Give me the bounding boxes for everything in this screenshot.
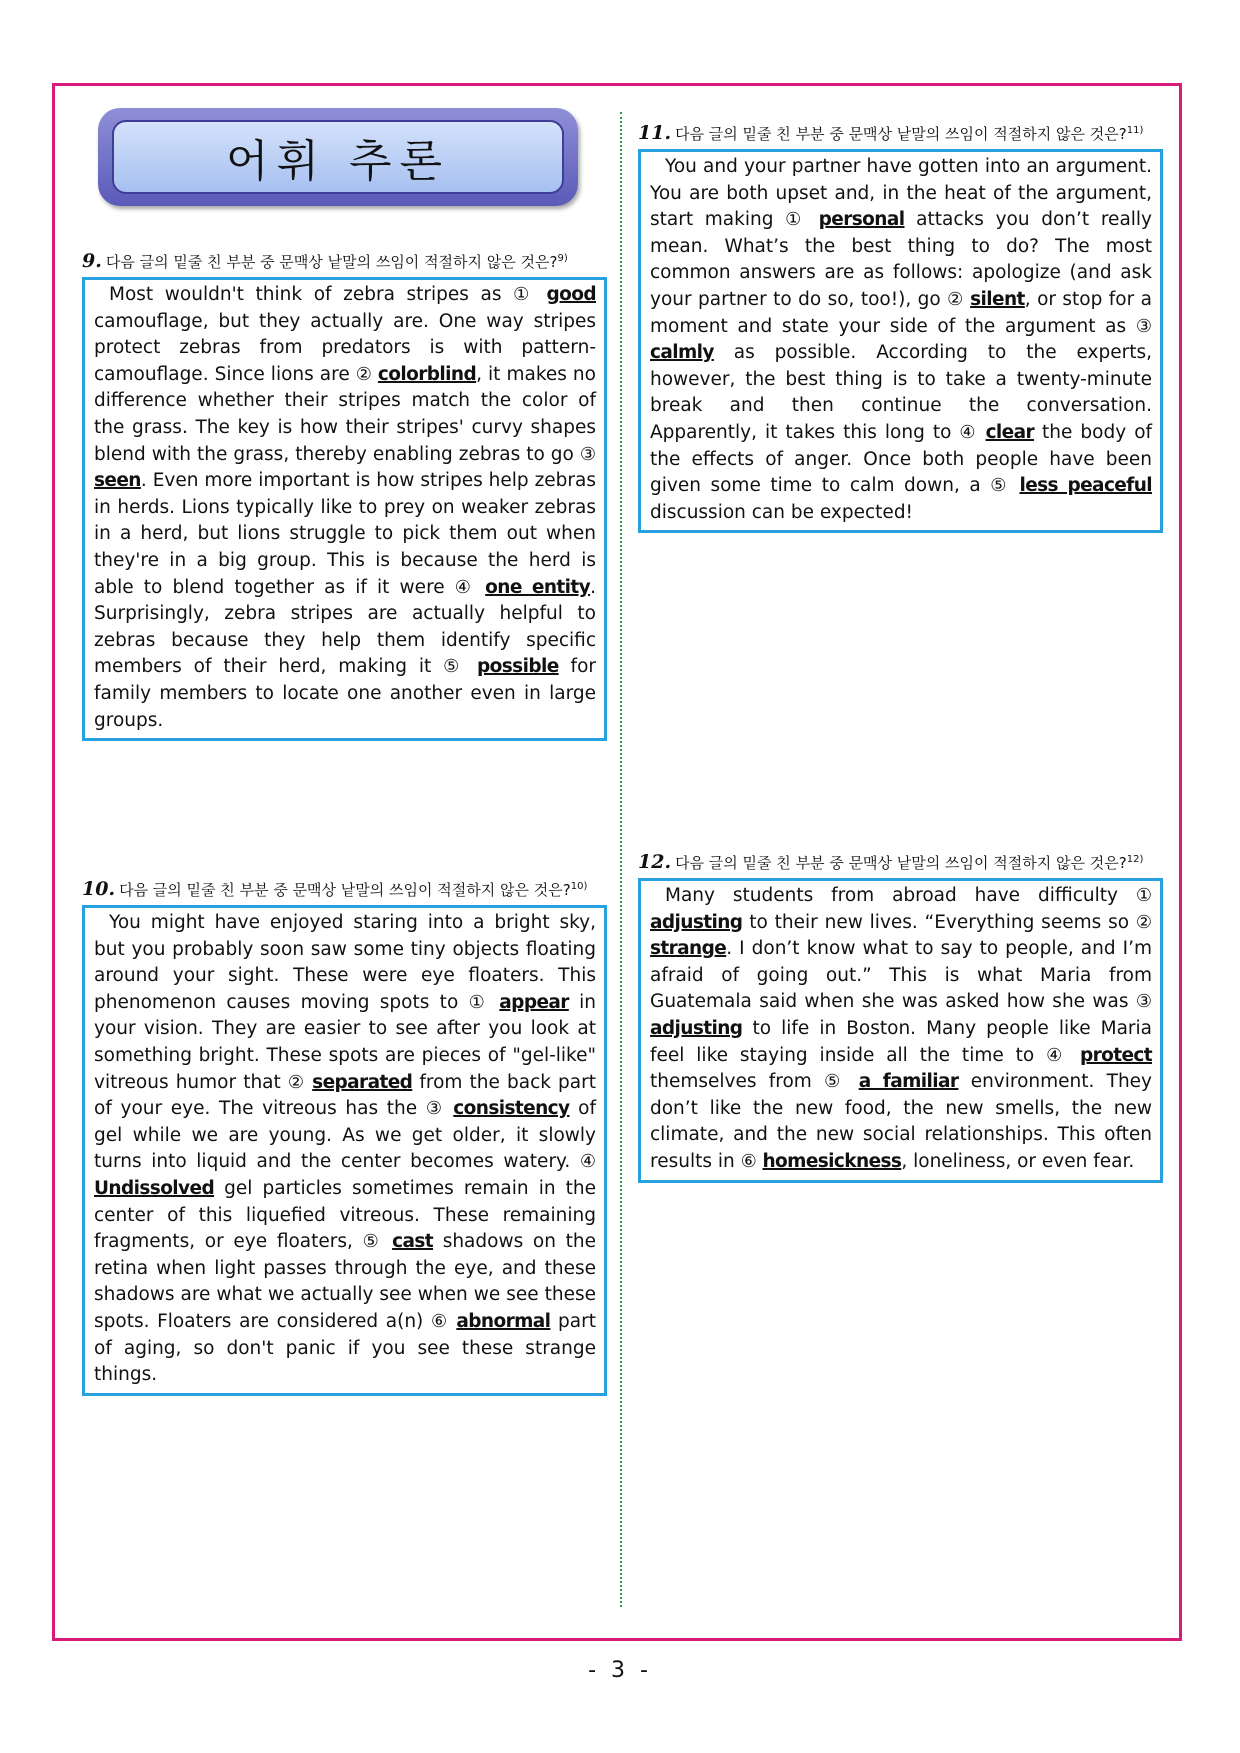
underlined-word: personal: [818, 209, 905, 231]
underlined-word: protect: [1079, 1044, 1153, 1066]
underlined-word: strange: [650, 938, 727, 960]
choice-number: ③: [579, 443, 596, 465]
passage-segment: . Even more important is how stripes help zebras in herds. Lions typically like to prey on weaker zebras in a herd, but lions struggle to pick them out when they're in a big group. This is because the herd is able to blend together as if it were: [94, 470, 596, 598]
underlined-word: one entity: [485, 576, 591, 598]
passage-segment: Many students from abroad have difficulty: [665, 885, 1136, 906]
choice-number: ②: [287, 1071, 313, 1093]
passage-segment: . I don’t know what to say to people, and I’m afraid of going out.” This is what Maria from Guatemala said when she was asked how she was: [650, 938, 1152, 1013]
question-11: [638, 120, 1163, 533]
passage-text: [650, 885, 1152, 1172]
underlined-word: separated: [312, 1071, 413, 1093]
passage-segment: shadows on the retina when light passes through the eye, and these shadows are what we actually see when we see these spots. Floaters are considered a(n): [94, 1231, 597, 1332]
passage-segment: You might have enjoyed staring into a bright sky, but you probably soon saw some tiny objects floating around your sight. These were eye floaters. This phenomenon causes moving spots to: [94, 912, 596, 1013]
section-title-banner: [98, 108, 578, 206]
underlined-word: calmly: [650, 342, 714, 364]
passage-segment: Most wouldn't think of zebra stripes as: [109, 284, 514, 305]
question-instruction: 다음 글의 밑줄 친 부분 중 문맥상 낱말의 쓰임이 적절하지 않은 것은?: [675, 854, 1127, 872]
passage-segment: gel particles sometimes remain in the center of this liquefied vitreous. These remaining fragments, or eye floaters,: [94, 1177, 596, 1253]
underlined-word: less peaceful: [1019, 475, 1153, 497]
choice-number: ②: [355, 363, 378, 385]
passage-box: [638, 149, 1163, 533]
underlined-word: abnormal: [456, 1310, 551, 1332]
question-header: [638, 120, 1163, 145]
choice-number: ③: [1135, 991, 1152, 1013]
choice-number: ③: [425, 1098, 454, 1120]
question-number: 11.: [638, 122, 672, 144]
question-number: 12.: [638, 851, 672, 873]
footnote-ref: 12): [1126, 854, 1144, 865]
passage-segment: environment. They don’t like the new food, the new smells, the new climate, and the new social relationships. This often results in: [650, 1071, 1153, 1172]
choice-number: ⑥: [430, 1310, 457, 1332]
passage-segment: themselves from: [650, 1071, 825, 1093]
question-header: [82, 248, 607, 273]
underlined-word: Undissolved: [94, 1177, 215, 1199]
passage-box: [82, 277, 607, 741]
passage-text: [94, 284, 596, 731]
choice-number: ⑤: [443, 656, 478, 678]
underlined-word: a familiar: [858, 1071, 959, 1093]
underlined-word: good: [546, 284, 596, 305]
choice-number: ④: [579, 1151, 596, 1173]
choice-number: ①: [468, 991, 500, 1013]
underlined-word: possible: [477, 656, 559, 678]
passage-segment: for family members to locate one another even in large groups.: [94, 656, 596, 731]
passage-segment: camouflage, but they actually are. One way stripes protect zebras from predators is with pattern-camouflage. Since lions are: [94, 310, 596, 385]
underlined-word: appear: [499, 991, 569, 1013]
underlined-word: homesickness: [762, 1150, 902, 1172]
choice-number: ⑤: [362, 1231, 393, 1253]
question-number: 9.: [82, 250, 102, 272]
choice-number: ①: [785, 209, 819, 231]
passage-segment: discussion can be expected!: [650, 501, 913, 523]
column-divider: [620, 112, 622, 1607]
question-instruction: 다음 글의 밑줄 친 부분 중 문맥상 낱말의 쓰임이 적절하지 않은 것은?: [675, 125, 1127, 143]
underlined-word: adjusting: [650, 1017, 743, 1039]
choice-number: ④: [1046, 1044, 1080, 1066]
underlined-word: clear: [985, 421, 1035, 443]
passage-segment: to life in Boston. Many people like Maria feel like staying inside all the time to: [650, 1017, 1152, 1066]
passage-segment: to their new lives. “Everything seems so: [742, 911, 1136, 933]
question-10: [82, 876, 607, 1396]
passage-text: [650, 156, 1152, 523]
passage-segment: from the back part of your eye. The vitreous has the: [94, 1071, 596, 1120]
passage-box: [638, 878, 1163, 1183]
page-number: - 3 -: [588, 1658, 652, 1683]
question-9: [82, 248, 607, 741]
choice-number: ④: [454, 576, 486, 598]
choice-number: ⑤: [990, 475, 1020, 497]
section-title-inner: [112, 120, 564, 194]
passage-segment: the body of the effects of anger. Once both people have been given some time to calm down, a: [650, 421, 1153, 497]
footnote-ref: 11): [1126, 125, 1144, 136]
footnote-ref: 10): [570, 881, 588, 892]
passage-segment: as possible. According to the experts, however, the best thing is to take a twenty-minute break and then continue the conversation. Apparently, it takes this long to: [650, 342, 1152, 443]
underlined-word: adjusting: [650, 911, 743, 933]
passage-text: [94, 912, 596, 1385]
underlined-word: colorblind: [377, 363, 477, 385]
passage-segment: You and your partner have gotten into an argument. You are both upset and, in the heat of the argument, start making: [650, 156, 1152, 231]
underlined-word: consistency: [453, 1098, 570, 1120]
passage-segment: , loneliness, or even fear.: [901, 1150, 1135, 1172]
choice-number: ①: [1135, 885, 1152, 906]
footnote-ref: 9): [557, 253, 568, 264]
question-header: [638, 849, 1163, 874]
underlined-word: seen: [94, 470, 141, 492]
choice-number: ②: [947, 288, 971, 310]
choice-number: ⑤: [824, 1071, 859, 1093]
choice-number: ③: [1135, 315, 1152, 337]
choice-number: ⑥: [740, 1150, 763, 1172]
passage-segment: , it makes no difference whether their stripes match the color of the grass. The key is how their stripes' curvy shapes blend with the grass, thereby enabling zebras to go: [94, 363, 596, 465]
section-title: 어휘 추론: [225, 136, 450, 187]
question-instruction: 다음 글의 밑줄 친 부분 중 문맥상 낱말의 쓰임이 적절하지 않은 것은?: [105, 253, 558, 271]
question-12: [638, 849, 1163, 1183]
question-instruction: 다음 글의 밑줄 친 부분 중 문맥상 낱말의 쓰임이 적절하지 않은 것은?: [119, 881, 571, 899]
passage-segment: of gel while we are young. As we get older, it slowly turns into liquid and the center becomes watery.: [94, 1098, 596, 1173]
passage-segment: part of aging, so don't panic if you see these strange things.: [94, 1310, 597, 1386]
choice-number: ④: [959, 421, 986, 443]
question-number: 10.: [82, 878, 116, 900]
passage-segment: . Surprisingly, zebra stripes are actually helpful to zebras because they help them identify specific members of their herd, making it: [94, 576, 596, 678]
underlined-word: cast: [392, 1231, 433, 1253]
underlined-word: silent: [970, 288, 1025, 310]
choice-number: ①: [513, 284, 547, 305]
question-header: [82, 876, 607, 901]
choice-number: ②: [1135, 911, 1152, 933]
passage-box: [82, 905, 607, 1396]
passage-segment: in your vision. They are easier to see after you look at something bright. These spots are pieces of "gel-like" vitreous humor that: [94, 991, 597, 1093]
passage-segment: , or stop for a moment and state your side of the argument as: [650, 288, 1152, 337]
passage-segment: attacks you don’t really mean. What’s the best thing to do? The most common answers are as follows: apologize (and ask your partner to do so, too!), go: [650, 209, 1153, 310]
